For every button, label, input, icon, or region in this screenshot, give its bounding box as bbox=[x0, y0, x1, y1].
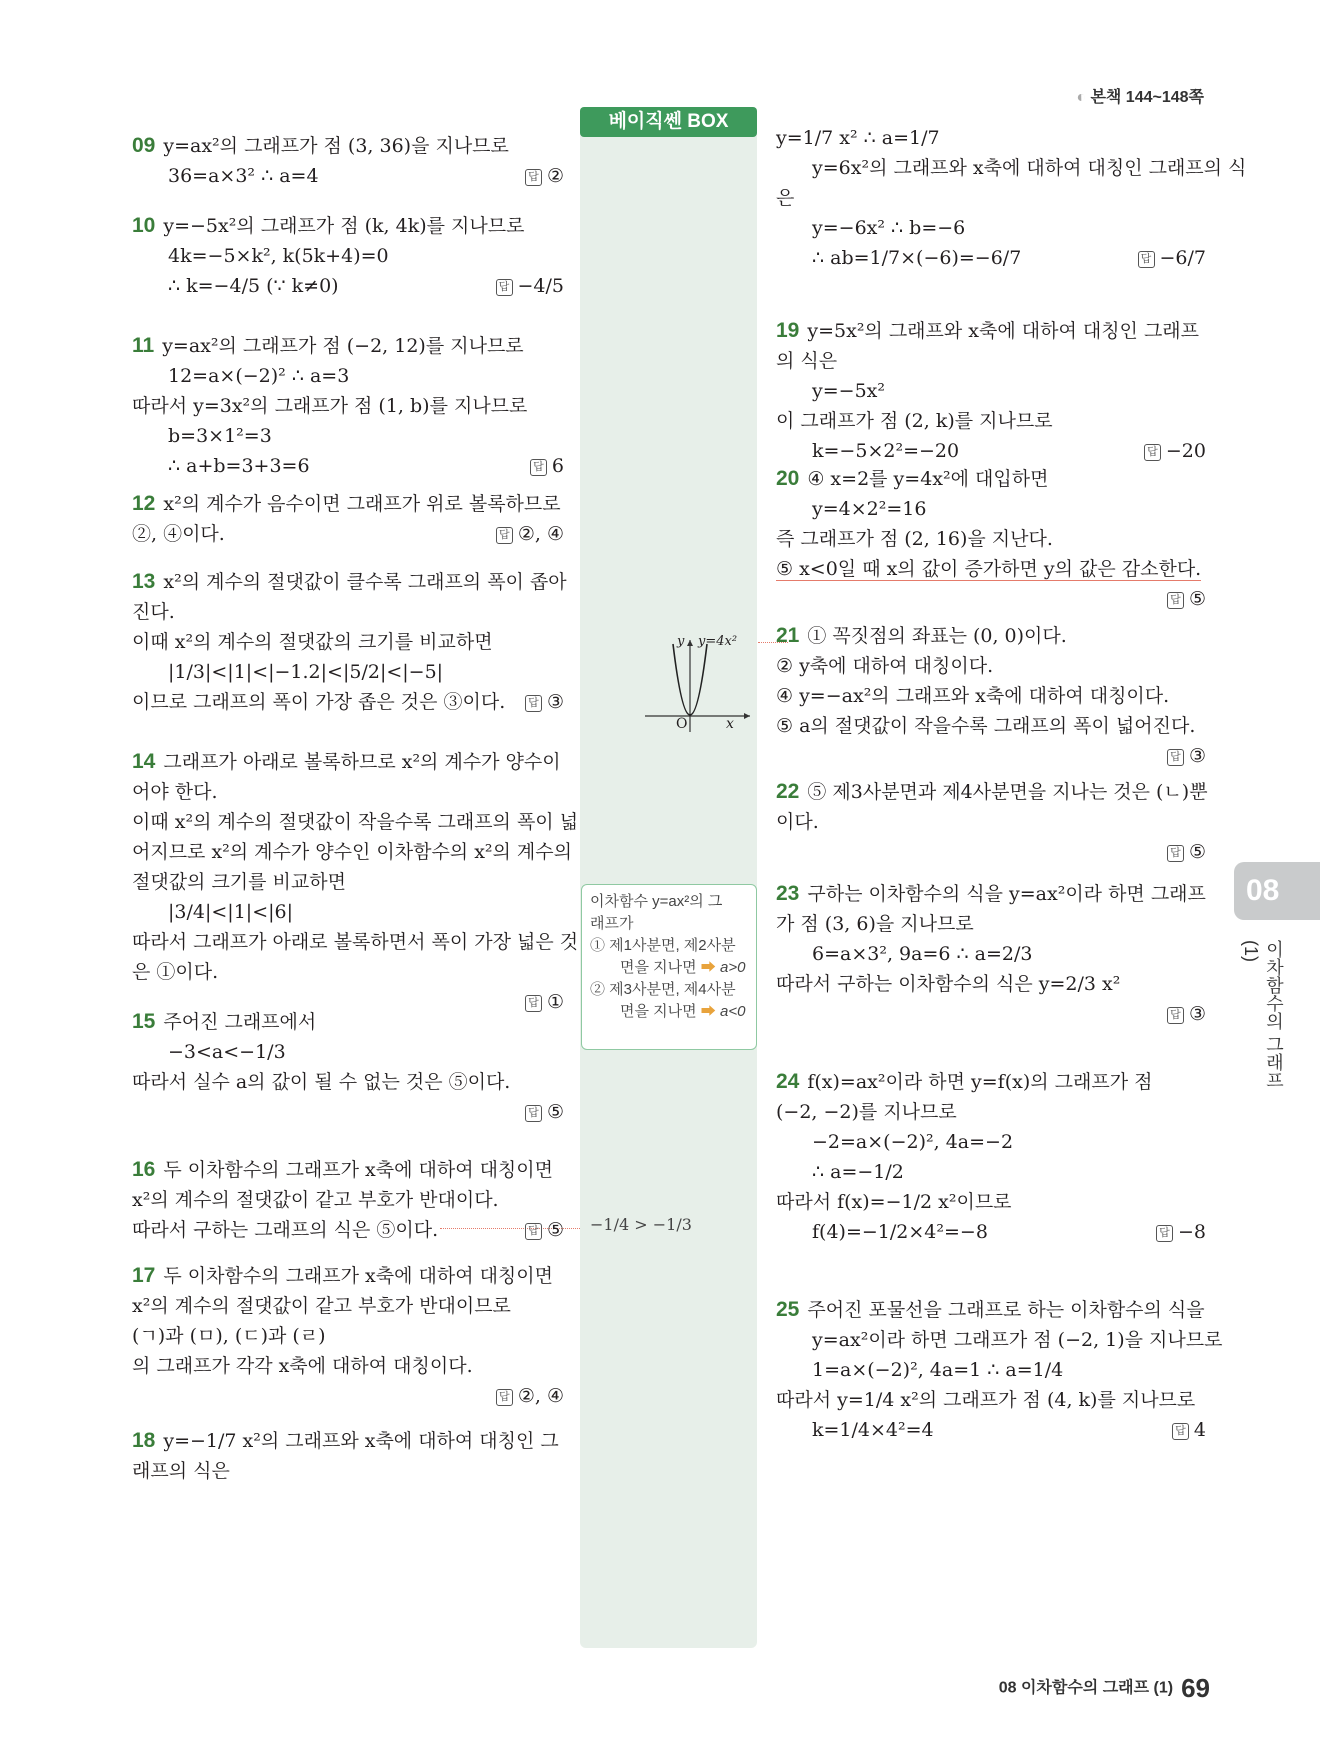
left-line bbox=[132, 392, 527, 420]
problem-number: 14 bbox=[132, 750, 156, 773]
solution-text: ②, ④이다. bbox=[132, 523, 225, 545]
answer-mark-icon: 답 bbox=[525, 1223, 542, 1240]
right-line bbox=[812, 154, 1246, 182]
solution-text: 이다. bbox=[776, 811, 819, 833]
right-line bbox=[812, 1158, 904, 1186]
answer-p25: 답 4 bbox=[1172, 1416, 1206, 1444]
solution-text: 따라서 실수 a의 값이 될 수 없는 것은 ⑤이다. bbox=[132, 1071, 511, 1093]
right-line bbox=[776, 1296, 1205, 1324]
left-line bbox=[168, 362, 349, 390]
solution-text: |1/3|<|1|<|−1.2|<|5/2|<|−5| bbox=[168, 661, 444, 683]
answer-p19: 답 −20 bbox=[1144, 437, 1206, 465]
right-line bbox=[812, 214, 965, 242]
left-line bbox=[132, 628, 493, 656]
answer-mark-icon: 답 bbox=[496, 279, 513, 296]
answer-mark-icon: 답 bbox=[1167, 845, 1184, 862]
solution-text: ∴ a=−1/2 bbox=[812, 1161, 904, 1183]
tip-item: ① 제1사분면, 제2사분 bbox=[590, 937, 736, 954]
solution-text: 6=a×3², 9a=6 ∴ a=2/3 bbox=[812, 943, 1033, 965]
answer-p20: 답 ⑤ bbox=[1167, 585, 1206, 613]
right-line bbox=[776, 465, 1048, 493]
graph-curve-label: y=4x² bbox=[698, 634, 738, 649]
solution-text: 절댓값의 크기를 비교하면 bbox=[132, 871, 346, 893]
solution-text: ④ y=−ax²의 그래프와 x축에 대하여 대칭이다. bbox=[776, 685, 1170, 707]
solution-text: ∴ k=−4/5 (∵ k≠0) bbox=[168, 275, 339, 297]
tip-item: 면을 지나면 ➡ a>0 bbox=[620, 959, 746, 976]
solution-text: −2=a×(−2)², 4a=−2 bbox=[812, 1131, 1014, 1153]
footer-title: 08 이차함수의 그래프 (1) bbox=[998, 1679, 1174, 1697]
right-line bbox=[776, 808, 819, 836]
answer-mark-icon: 답 bbox=[1167, 1007, 1184, 1024]
basic-box-title: 베이직쎈 BOX bbox=[580, 107, 757, 137]
right-line bbox=[812, 1128, 1013, 1156]
right-line bbox=[812, 495, 926, 523]
solution-text: 의 식은 bbox=[776, 350, 838, 372]
solution-text: x²의 계수의 절댓값이 같고 부호가 반대이므로 bbox=[132, 1295, 511, 1317]
right-line bbox=[812, 940, 1032, 968]
solution-text: 12=a×(−2)² ∴ a=3 bbox=[168, 365, 350, 387]
solution-text: 4k=−5×k², k(5k+4)=0 bbox=[168, 245, 389, 267]
solution-text: ① 꼭짓점의 좌표는 (0, 0)이다. bbox=[807, 625, 1067, 647]
right-line bbox=[776, 317, 1199, 345]
solution-text: 따라서 y=3x²의 그래프가 점 (1, b)를 지나므로 bbox=[132, 395, 528, 417]
solution-text: 36=a×3² ∴ a=4 bbox=[168, 165, 319, 187]
left-line bbox=[132, 868, 346, 896]
solution-text: ⑤ 제3사분면과 제4사분면을 지나는 것은 (ㄴ)뿐 bbox=[807, 781, 1208, 803]
right-line bbox=[776, 525, 1053, 553]
left-line bbox=[132, 1216, 438, 1244]
solution-text: y=5x²의 그래프와 x축에 대하여 대칭인 그래프 bbox=[807, 320, 1200, 342]
tip-box bbox=[581, 884, 757, 1050]
solution-text: k=−5×2²=−20 bbox=[812, 440, 960, 462]
problem-number: 20 bbox=[776, 467, 800, 490]
solution-text: 따라서 f(x)=−1/2 x²이므로 bbox=[776, 1191, 1012, 1213]
solution-text: 1=a×(−2)², 4a=1 ∴ a=1/4 bbox=[812, 1359, 1064, 1381]
solution-text: 따라서 구하는 그래프의 식은 ⑤이다. bbox=[132, 1219, 439, 1241]
solution-text: x²의 계수의 절댓값이 클수록 그래프의 폭이 좁아 bbox=[163, 571, 567, 593]
left-line bbox=[132, 568, 567, 596]
tip-line: 이차함수 y=ax²의 그 bbox=[590, 893, 723, 910]
left-line bbox=[132, 1068, 510, 1096]
left-line bbox=[132, 958, 218, 986]
answer-p14: 답 ① bbox=[525, 988, 564, 1016]
answer-mark-icon: 답 bbox=[1156, 1225, 1173, 1242]
solution-text: y=−1/7 x²의 그래프와 x축에 대하여 대칭인 그 bbox=[163, 1430, 559, 1452]
left-line bbox=[132, 332, 524, 360]
left-line bbox=[132, 1008, 316, 1036]
solution-text: ② y축에 대하여 대칭이다. bbox=[776, 655, 994, 677]
left-line bbox=[132, 1457, 230, 1485]
answer-mark-icon: 답 bbox=[525, 695, 542, 712]
left-line bbox=[132, 748, 561, 776]
right-line bbox=[776, 910, 974, 938]
answer-p17: 답 ②, ④ bbox=[496, 1382, 564, 1410]
problem-number: 24 bbox=[776, 1070, 800, 1093]
problem-number: 17 bbox=[132, 1264, 156, 1287]
right-line bbox=[776, 184, 794, 212]
answer-p24: 답 −8 bbox=[1156, 1218, 1206, 1246]
left-line bbox=[168, 1038, 286, 1066]
answer-p11: 답 6 bbox=[530, 452, 564, 480]
problem-number: 21 bbox=[776, 624, 800, 647]
right-line bbox=[776, 652, 993, 680]
solution-text: f(x)=ax²이라 하면 y=f(x)의 그래프가 점 bbox=[807, 1071, 1153, 1093]
solution-text: 구하는 이차함수의 식을 y=ax²이라 하면 그래프 bbox=[807, 883, 1206, 905]
right-line bbox=[776, 712, 1195, 740]
left-line bbox=[132, 1156, 553, 1184]
solution-text: 이때 x²의 계수의 절댓값의 크기를 비교하면 bbox=[132, 631, 493, 653]
problem-number: 10 bbox=[132, 214, 156, 237]
solution-text: 따라서 구하는 이차함수의 식은 y=2/3 x² bbox=[776, 973, 1121, 995]
solution-text: ∴ ab=1/7×(−6)=−6/7 bbox=[812, 247, 1022, 269]
left-line bbox=[132, 598, 175, 626]
right-line bbox=[812, 1416, 934, 1444]
answer-p12: 답 ②, ④ bbox=[496, 520, 564, 548]
right-line bbox=[812, 1218, 988, 1246]
right-line bbox=[776, 555, 1201, 583]
solution-text: y=6x²의 그래프와 x축에 대하여 대칭인 그래프의 식 bbox=[812, 157, 1247, 179]
solution-text: 그래프가 아래로 볼록하므로 x²의 계수가 양수이 bbox=[163, 751, 561, 773]
right-line bbox=[812, 1356, 1063, 1384]
solution-text: ⑤ x<0일 때 x의 값이 증가하면 y의 값은 감소한다. bbox=[776, 558, 1202, 580]
left-line bbox=[132, 1186, 499, 1214]
graph-y-label: y bbox=[677, 634, 685, 649]
solution-text: 주어진 포물선을 그래프로 하는 이차함수의 식을 bbox=[807, 1299, 1205, 1321]
solution-text: 따라서 그래프가 아래로 볼록하면서 폭이 가장 넓은 것 bbox=[132, 931, 579, 953]
solution-text: 따라서 y=1/4 x²의 그래프가 점 (4, k)를 지나므로 bbox=[776, 1389, 1196, 1411]
left-line bbox=[132, 520, 225, 548]
answer-p13: 답 ③ bbox=[525, 688, 564, 716]
solution-text: (−2, −2)를 지나므로 bbox=[776, 1101, 957, 1123]
right-line bbox=[776, 347, 837, 375]
solution-text: y=4×2²=16 bbox=[812, 498, 927, 520]
answer-mark-icon: 답 bbox=[530, 459, 547, 476]
solution-text: 두 이차함수의 그래프가 x축에 대하여 대칭이면 bbox=[163, 1265, 553, 1287]
answer-p18b: 답 −6/7 bbox=[1138, 244, 1207, 272]
answer-mark-icon: 답 bbox=[525, 995, 542, 1012]
chapter-vertical-title: 이차함수의 그래프 (1) bbox=[1241, 940, 1284, 1090]
answer-mark-icon: 답 bbox=[525, 169, 542, 186]
right-line bbox=[812, 1326, 1222, 1354]
left-line bbox=[168, 658, 443, 686]
problem-number: 19 bbox=[776, 319, 800, 342]
left-line bbox=[132, 132, 509, 160]
solution-text: y=−5x² bbox=[812, 380, 885, 402]
left-line bbox=[168, 452, 310, 480]
solution-text: x²의 계수의 절댓값이 같고 부호가 반대이다. bbox=[132, 1189, 499, 1211]
right-line bbox=[776, 1188, 1012, 1216]
solution-text: y=ax²이라 하면 그래프가 점 (−2, 1)을 지나므로 bbox=[812, 1329, 1223, 1351]
solution-text: 래프의 식은 bbox=[132, 1460, 230, 1482]
right-line bbox=[776, 124, 940, 152]
left-line bbox=[132, 1292, 511, 1320]
left-line bbox=[168, 272, 339, 300]
tip-item: ② 제3사분면, 제4사분 bbox=[590, 981, 736, 998]
left-line bbox=[168, 242, 389, 270]
problem-number: 15 bbox=[132, 1010, 156, 1033]
left-line bbox=[132, 1322, 326, 1350]
solution-text: 즉 그래프가 점 (2, 16)을 지난다. bbox=[776, 528, 1053, 550]
tip-item: 면을 지나면 ➡ a<0 bbox=[620, 1003, 746, 1020]
solution-text: 가 점 (3, 6)을 지나므로 bbox=[776, 913, 974, 935]
right-line bbox=[812, 377, 885, 405]
graph-x-label: x bbox=[726, 716, 734, 732]
left-line bbox=[132, 212, 524, 240]
solution-text: (ㄱ)과 (ㅁ), (ㄷ)과 (ㄹ) bbox=[132, 1325, 326, 1347]
solution-text: x²의 계수가 음수이면 그래프가 위로 볼록하므로 bbox=[163, 493, 561, 515]
solution-text: y=1/7 x² ∴ a=1/7 bbox=[776, 127, 940, 149]
answer-p15: 답 ⑤ bbox=[525, 1098, 564, 1126]
right-line bbox=[776, 1386, 1195, 1414]
tip-line: 래프가 bbox=[590, 915, 634, 932]
answer-p23: 답 ③ bbox=[1167, 1000, 1206, 1028]
answer-mark-icon: 답 bbox=[496, 1389, 513, 1406]
problem-number: 16 bbox=[132, 1158, 156, 1181]
page-number: 69 bbox=[1181, 1673, 1210, 1703]
answer-mark-icon: 답 bbox=[1144, 444, 1161, 461]
right-line bbox=[776, 407, 1053, 435]
solution-text: y=ax²의 그래프가 점 (3, 36)을 지나므로 bbox=[163, 135, 509, 157]
left-line bbox=[132, 490, 561, 518]
left-line bbox=[168, 898, 293, 926]
page-reference: ◐ 본책 144~148쪽 bbox=[1076, 89, 1204, 106]
right-line bbox=[812, 244, 1021, 272]
solution-text: y=−5x²의 그래프가 점 (k, 4k)를 지나므로 bbox=[163, 215, 525, 237]
graph-origin-label: O bbox=[676, 716, 688, 732]
problem-number: 23 bbox=[776, 882, 800, 905]
problem-number: 12 bbox=[132, 492, 156, 515]
problem-number: 13 bbox=[132, 570, 156, 593]
left-line bbox=[168, 162, 319, 190]
left-line bbox=[132, 928, 578, 956]
answer-p10: 답 −4/5 bbox=[496, 272, 565, 300]
arrow-icon: ➡ bbox=[700, 1003, 716, 1020]
solution-text: 주어진 그래프에서 bbox=[163, 1011, 317, 1033]
answer-mark-icon: 답 bbox=[1167, 592, 1184, 609]
left-line bbox=[132, 778, 218, 806]
right-line bbox=[776, 622, 1067, 650]
parabola-graph bbox=[640, 636, 755, 736]
solution-text: b=3×1²=3 bbox=[168, 425, 272, 447]
answer-mark-icon: 답 bbox=[1167, 749, 1184, 766]
solution-text: y=ax²의 그래프가 점 (−2, 12)를 지나므로 bbox=[162, 335, 524, 357]
solution-text: ④ x=2를 y=4x²에 대입하면 bbox=[807, 468, 1049, 490]
solution-text: 어야 한다. bbox=[132, 781, 218, 803]
answer-mark-icon: 답 bbox=[1138, 251, 1155, 268]
right-line bbox=[776, 970, 1120, 998]
left-line bbox=[132, 1427, 559, 1455]
problem-number: 22 bbox=[776, 780, 800, 803]
right-line bbox=[776, 1068, 1152, 1096]
right-line bbox=[776, 880, 1206, 908]
answer-p16: 답 ⑤ bbox=[525, 1216, 564, 1244]
left-line bbox=[132, 1262, 553, 1290]
solution-text: 어지므로 x²의 계수가 양수인 이차함수의 x²의 계수의 bbox=[132, 841, 572, 863]
left-line bbox=[132, 688, 505, 716]
solution-text: 이때 x²의 계수의 절댓값이 작을수록 그래프의 폭이 넓 bbox=[132, 811, 579, 833]
answer-mark-icon: 답 bbox=[525, 1105, 542, 1122]
left-line bbox=[132, 838, 572, 866]
problem-number: 25 bbox=[776, 1298, 800, 1321]
solution-text: |3/4|<|1|<|6| bbox=[168, 901, 294, 923]
solution-text: k=1/4×4²=4 bbox=[812, 1419, 934, 1441]
right-line bbox=[776, 778, 1208, 806]
solution-text: ∴ a+b=3+3=6 bbox=[168, 455, 310, 477]
page-footer bbox=[999, 1673, 1210, 1704]
book-icon: ◐ bbox=[1076, 89, 1091, 106]
solution-text: 이 그래프가 점 (2, k)를 지나므로 bbox=[776, 410, 1053, 432]
right-line bbox=[812, 437, 959, 465]
arrow-icon: ➡ bbox=[700, 959, 716, 976]
basic-box-panel bbox=[580, 118, 757, 1648]
left-line bbox=[132, 808, 578, 836]
solution-text: ⑤ a의 절댓값이 작을수록 그래프의 폭이 넓어진다. bbox=[776, 715, 1196, 737]
solution-text: 은 ①이다. bbox=[132, 961, 219, 983]
solution-text: 의 그래프가 각각 x축에 대하여 대칭이다. bbox=[132, 1355, 473, 1377]
note-15: −1/4 > −1/3 bbox=[590, 1215, 692, 1234]
answer-p22: 답 ⑤ bbox=[1167, 838, 1206, 866]
answer-p21: 답 ③ bbox=[1167, 742, 1206, 770]
solution-text: 은 bbox=[776, 187, 795, 209]
answer-mark-icon: 답 bbox=[496, 527, 513, 544]
problem-number: 11 bbox=[132, 334, 155, 357]
problem-number: 18 bbox=[132, 1429, 156, 1452]
solution-text: y=−6x² ∴ b=−6 bbox=[812, 217, 966, 239]
right-line bbox=[776, 682, 1169, 710]
chapter-tab: 08 bbox=[1234, 862, 1320, 920]
right-line bbox=[776, 1098, 957, 1126]
solution-text: −3<a<−1/3 bbox=[168, 1041, 286, 1063]
solution-text: f(4)=−1/2×4²=−8 bbox=[812, 1221, 988, 1243]
left-line bbox=[168, 422, 272, 450]
answer-p09: 답 ② bbox=[525, 162, 564, 190]
solution-text: 진다. bbox=[132, 601, 175, 623]
left-line bbox=[132, 1352, 473, 1380]
answer-mark-icon: 답 bbox=[1172, 1423, 1189, 1440]
solution-text: 이므로 그래프의 폭이 가장 좁은 것은 ③이다. bbox=[132, 691, 506, 713]
solution-text: 두 이차함수의 그래프가 x축에 대하여 대칭이면 bbox=[163, 1159, 553, 1181]
problem-number: 09 bbox=[132, 134, 156, 157]
